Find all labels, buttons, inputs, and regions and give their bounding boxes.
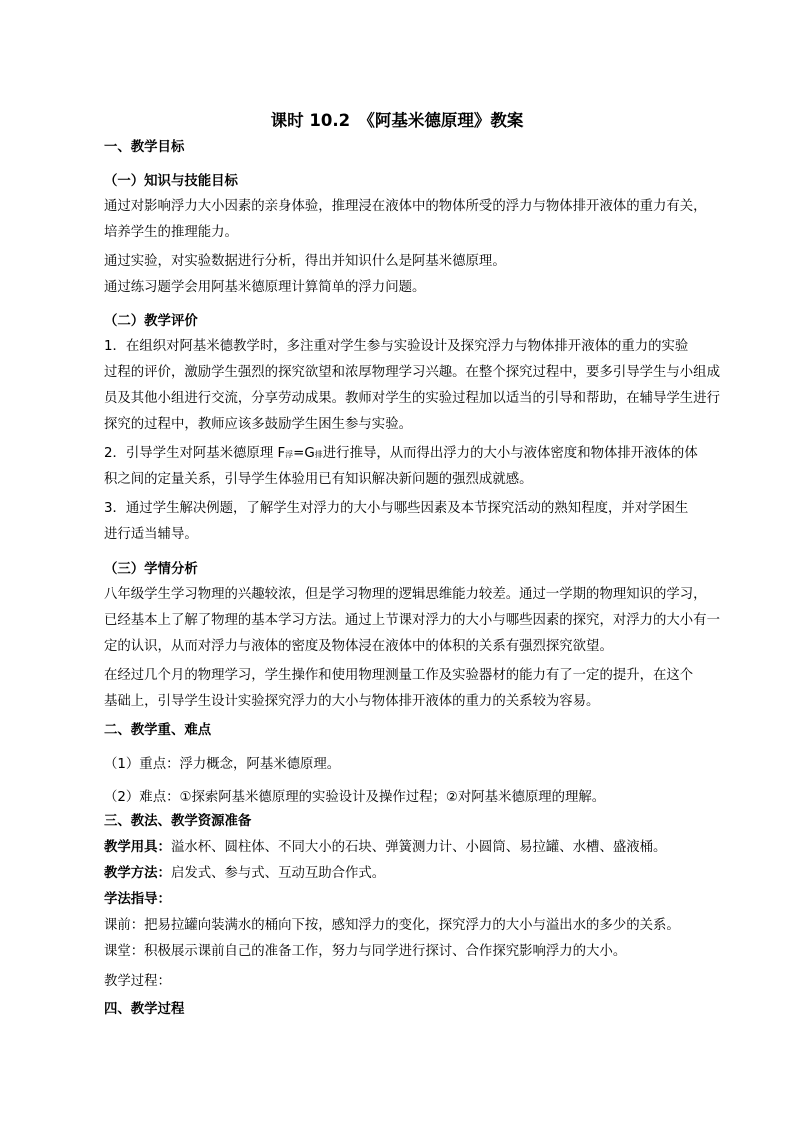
subsection-heading: （三）学情分析 bbox=[104, 562, 198, 577]
paragraph-line: 在经过几个月的物理学习，学生操作和使用物理测量工作及实验器材的能力有了一定的提升，在这个 bbox=[104, 668, 694, 683]
text-fragment: 2．引导学生对阿基米德原理 F bbox=[104, 446, 286, 461]
paragraph-line: 课前：把易拉罐向装满水的桶向下按，感知浮力的变化，探究浮力的大小与溢出水的多少的关系。 bbox=[104, 918, 680, 933]
subsection-heading: （二）教学评价 bbox=[104, 314, 198, 329]
subsection-heading: （一）知识与技能目标 bbox=[104, 174, 238, 189]
paragraph-line: 过程的评价，激励学生强烈的探究欲望和浓厚物理学习兴趣。在整个探究过程中，要多引导学生与小组成 bbox=[104, 365, 720, 380]
page-title: 课时 10.2 《阿基米德原理》教案 bbox=[270, 111, 524, 130]
paragraph-line: （2）难点：①探索阿基米德原理的实验设计及操作过程；②对阿基米德原理的理解。 bbox=[104, 790, 606, 805]
paragraph-line: 通过练习题学会用阿基米德原理计算简单的浮力问题。 bbox=[104, 280, 426, 295]
field-label: 教学方法： bbox=[104, 866, 171, 881]
paragraph-line: 八年级学生学习物理的兴趣较浓，但是学习物理的逻辑思维能力较差。通过一学期的物理知识的学习， bbox=[104, 587, 707, 602]
section-heading: 四、教学过程 bbox=[104, 1002, 185, 1017]
paragraph-line: 1．在组织对阿基米德教学时，多注重对学生参与实验设计及探究浮力与物体排开液体的重力的实验 bbox=[104, 339, 689, 354]
paragraph-line-formula bbox=[104, 445, 698, 464]
paragraph-line: 进行适当辅导。 bbox=[104, 527, 198, 542]
paragraph-line: 培养学生的推理能力。 bbox=[104, 225, 238, 240]
paragraph-line: 探究的过程中，教师应该多鼓励学生困生参与实验。 bbox=[104, 417, 412, 432]
paragraph-line: 基础上，引导学生设计实验探究浮力的大小与物体排开液体的重力的关系较为容易。 bbox=[104, 694, 600, 709]
text-fragment: =G bbox=[293, 446, 315, 461]
paragraph-line: 3．通过学生解决例题，了解学生对浮力的大小与哪些因素及本节探究活动的熟知程度，并对学困生 bbox=[104, 501, 689, 516]
paragraph-line: 员及其他小组进行交流，分享劳动成果。教师对学生的实验过程加以适当的引导和帮助，在辅导学生进行 bbox=[104, 391, 720, 406]
subscript: 排 bbox=[314, 450, 323, 459]
section-heading: 三、教法、教学资源准备 bbox=[104, 814, 252, 829]
field-label: 学法指导： bbox=[104, 892, 171, 907]
field-value: 溢水杯、圆柱体、不同大小的石块、弹簧测力计、小圆筒、易拉罐、水槽、盛液桶。 bbox=[170, 840, 667, 855]
section-heading: 一、教学目标 bbox=[104, 140, 185, 155]
paragraph-line: 积之间的定量关系，引导学生体验用已有知识解决新问题的强烈成就感。 bbox=[104, 472, 533, 487]
field-value: 启发式、参与式、互动互助合作式。 bbox=[170, 866, 386, 881]
paragraph-line: 教学过程： bbox=[104, 974, 171, 989]
paragraph-line: 课堂：积极展示课前自己的准备工作，努力与同学进行探讨、合作探究影响浮力的大小。 bbox=[104, 944, 627, 959]
paragraph-line: 通过对影响浮力大小因素的亲身体验，推理浸在液体中的物体所受的浮力与物体排开液体的重力有关， bbox=[104, 199, 707, 214]
section-heading: 二、教学重、难点 bbox=[104, 723, 212, 738]
paragraph-line: 已经基本上了解了物理的基本学习方法。通过上节课对浮力的大小与哪些因素的探究，对浮力的大小有一 bbox=[104, 613, 720, 628]
paragraph-line bbox=[104, 865, 385, 883]
paragraph-line: 通过实验，对实验数据进行分析，得出并知识什么是阿基米德原理。 bbox=[104, 254, 506, 269]
text-fragment: 进行推导，从而得出浮力的大小与液体密度和物体排开液体的体 bbox=[322, 446, 698, 461]
subscript: 浮 bbox=[285, 450, 294, 459]
paragraph-line: （1）重点：浮力概念，阿基米德原理。 bbox=[104, 757, 341, 772]
field-label: 教学用具： bbox=[104, 840, 171, 855]
paragraph-line bbox=[104, 839, 666, 857]
paragraph-line: 定的认识，从而对浮力与液体的密度及物体浸在液体中的体积的关系有强烈探究欲望。 bbox=[104, 639, 613, 654]
